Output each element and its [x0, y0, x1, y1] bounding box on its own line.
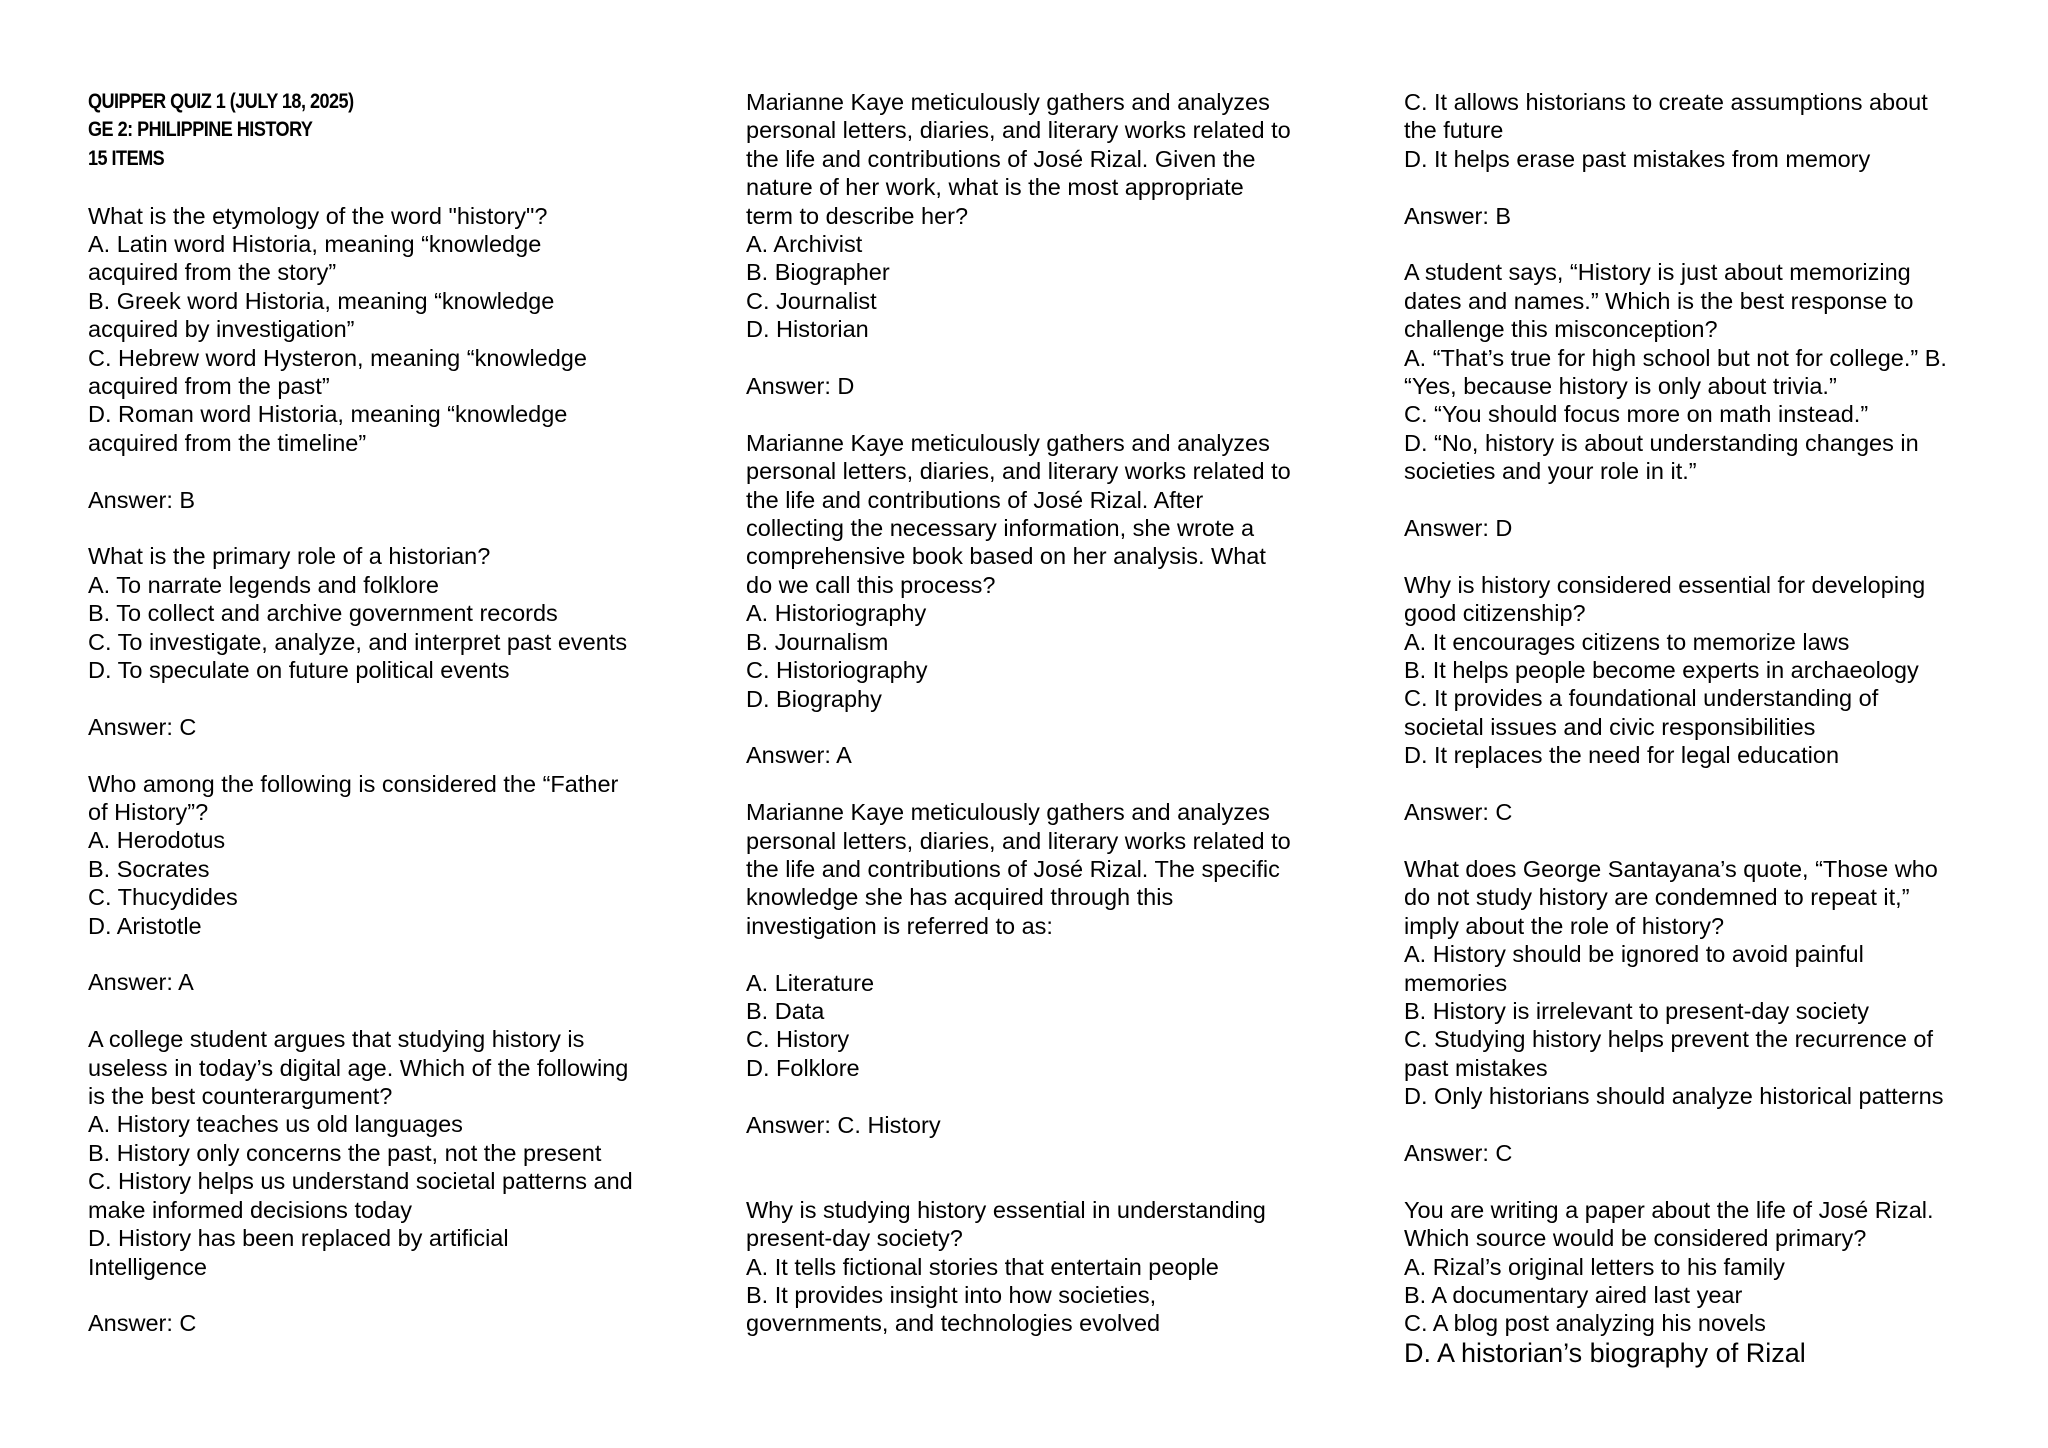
blank-line: [746, 400, 1336, 428]
column-2: [746, 88, 1336, 1338]
text-line: Intelligence: [88, 1253, 207, 1280]
text-line: D. Aristotle: [88, 912, 202, 939]
blank-line: [746, 770, 1336, 798]
text-line: useless in today’s digital age. Which of the following: [88, 1054, 629, 1081]
text-line: acquired from the timeline”: [88, 429, 367, 456]
text-line: C. Historiography: [746, 657, 928, 684]
text-line: D. Only historians should analyze historical patterns: [1404, 1083, 1944, 1110]
text-line: Answer: A: [746, 742, 852, 769]
text-line: societal issues and civic responsibilities: [1404, 713, 1816, 740]
text-line: B. A documentary aired last year: [1404, 1281, 1743, 1308]
text-line: B. Journalism: [746, 628, 889, 655]
blank-line: [1404, 770, 1994, 798]
text-line: knowledge she has acquired through this: [746, 884, 1174, 911]
text-line: C. “You should focus more on math instead.”: [1404, 401, 1869, 428]
text-line: “Yes, because history is only about trivia.”: [1404, 373, 1837, 400]
text-line: B. History is irrelevant to present-day society: [1404, 997, 1869, 1024]
text-line: good citizenship?: [1404, 600, 1586, 627]
quiz-subject: GE 2: PHILIPPINE HISTORY: [88, 118, 313, 142]
text-line: Answer: B: [88, 486, 196, 513]
text-line: B. Biographer: [746, 259, 890, 286]
blank-line: [88, 940, 678, 968]
text-line: What is the primary role of a historian?: [88, 543, 491, 570]
column-1: [88, 88, 678, 1338]
column-3-text: [1404, 88, 1994, 1368]
text-line: A. “That’s true for high school but not for college.” B.: [1404, 344, 1947, 371]
text-line: the life and contributions of José Rizal. The specific: [746, 855, 1280, 882]
text-line: Marianne Kaye meticulously gathers and analyzes: [746, 429, 1270, 456]
text-line: C. Studying history helps prevent the recurrence of: [1404, 1026, 1934, 1053]
text-line: make informed decisions today: [88, 1196, 412, 1223]
text-line: D. It replaces the need for legal education: [1404, 742, 1840, 769]
text-line: acquired from the past”: [88, 373, 330, 399]
text-line: the life and contributions of José Rizal. Given the: [746, 145, 1256, 172]
blank-line: [88, 1281, 678, 1309]
text-line: Answer: A: [88, 969, 194, 996]
text-line: B. Greek word Historia, meaning “knowledge: [88, 287, 555, 314]
text-line: A student says, “History is just about memorizing: [1404, 259, 1911, 286]
text-line: A. Literature: [746, 969, 875, 996]
text-line: C. Hebrew word Hysteron, meaning “knowledge: [88, 344, 587, 371]
blank-line: [1404, 173, 1994, 201]
text-line: Answer: D: [746, 373, 855, 400]
text-line: collecting the necessary information, she wrote a: [746, 515, 1255, 542]
quiz-title: QUIPPER QUIZ 1 (JULY 18, 2025): [88, 90, 354, 113]
text-line: Answer: C: [88, 713, 197, 740]
text-line: B. Socrates: [88, 855, 210, 882]
text-line: nature of her work, what is the most appropriate: [746, 174, 1244, 201]
text-line: D. Folklore: [746, 1054, 860, 1081]
text-line: acquired from the story”: [88, 259, 337, 286]
blank-line: [1404, 542, 1994, 570]
text-line: D. “No, history is about understanding changes in: [1404, 429, 1919, 456]
blank-line: [88, 997, 678, 1025]
text-line: A. It encourages citizens to memorize laws: [1404, 628, 1850, 655]
blank-line: [88, 741, 678, 769]
text-line: D. It helps erase past mistakes from memory: [1404, 145, 1871, 172]
text-line: D. To speculate on future political events: [88, 657, 510, 684]
text-line: the life and contributions of José Rizal. After: [746, 486, 1204, 513]
text-line: challenge this misconception?: [1404, 316, 1718, 343]
blank-line: [1404, 1167, 1994, 1195]
blank-line: [1404, 486, 1994, 514]
text-line: C. History helps us understand societal patterns and: [88, 1168, 633, 1195]
text-line: A. Historiography: [746, 600, 927, 627]
text-line: B. Data: [746, 997, 825, 1024]
text-line: C. Thucydides: [88, 884, 238, 911]
text-line: A college student argues that studying history is: [88, 1026, 585, 1053]
text-line: the future: [1404, 117, 1504, 144]
text-line: acquired by investigation”: [88, 316, 355, 343]
text-line: Marianne Kaye meticulously gathers and analyzes: [746, 799, 1270, 826]
text-line: societies and your role in it.”: [1404, 458, 1697, 485]
text-line: Which source would be considered primary?: [1404, 1225, 1867, 1252]
text-line: Answer: C: [88, 1310, 197, 1337]
text-line: D. A historian’s biography of Rizal: [1404, 1337, 1806, 1368]
text-line: present-day society?: [746, 1225, 963, 1252]
text-line: do we call this process?: [746, 571, 996, 598]
text-line: D. Historian: [746, 316, 869, 343]
text-line: do not study history are condemned to repeat it,”: [1404, 884, 1910, 911]
text-line: B. History only concerns the past, not the present: [88, 1139, 602, 1166]
text-line: A. Rizal’s original letters to his family: [1404, 1253, 1785, 1280]
text-line: personal letters, diaries, and literary works related to: [746, 458, 1291, 485]
text-line: D. Biography: [746, 685, 882, 712]
text-line: term to describe her?: [746, 202, 969, 229]
text-line: B. It provides insight into how societies,: [746, 1281, 1157, 1308]
text-line: C. History: [746, 1026, 850, 1053]
text-line: personal letters, diaries, and literary works related to: [746, 827, 1291, 854]
text-line: of History”?: [88, 799, 209, 826]
text-line: past mistakes: [1404, 1054, 1548, 1081]
blank-line: [88, 457, 678, 485]
text-line: Marianne Kaye meticulously gathers and analyzes: [746, 89, 1270, 115]
text-line: What does George Santayana’s quote, “Those who: [1404, 855, 1938, 882]
blank-line: [746, 940, 1336, 968]
text-line: A. Archivist: [746, 231, 863, 258]
text-line: Answer: B: [1404, 202, 1512, 229]
text-line: C. To investigate, analyze, and interpret past events: [88, 628, 628, 655]
text-line: Answer: C. History: [746, 1111, 941, 1138]
text-line: A. History teaches us old languages: [88, 1111, 463, 1138]
blank-line: [746, 1082, 1336, 1110]
text-line: A. To narrate legends and folklore: [88, 571, 439, 598]
text-line: D. History has been replaced by artificial: [88, 1225, 509, 1252]
text-line: You are writing a paper about the life of José Rizal.: [1404, 1196, 1934, 1223]
text-line: C. Journalist: [746, 287, 877, 314]
text-line: A. Herodotus: [88, 827, 226, 854]
spacer: [88, 173, 678, 201]
text-line: Why is studying history essential in understanding: [746, 1196, 1266, 1223]
text-line: B. To collect and archive government records: [88, 600, 558, 627]
text-line: comprehensive book based on her analysis. What: [746, 543, 1266, 570]
blank-line: [1404, 230, 1994, 258]
text-line: C. It provides a foundational understanding of: [1404, 685, 1879, 712]
text-line: B. It helps people become experts in archaeology: [1404, 657, 1919, 684]
blank-line: [746, 344, 1336, 372]
text-line: Answer: C: [1404, 1139, 1513, 1166]
text-line: C. It allows historians to create assumptions about: [1404, 89, 1928, 115]
blank-line: [1404, 826, 1994, 854]
text-line: investigation is referred to as:: [746, 912, 1053, 939]
text-line: C. A blog post analyzing his novels: [1404, 1310, 1766, 1337]
text-line: imply about the role of history?: [1404, 912, 1725, 939]
text-line: memories: [1404, 969, 1508, 996]
text-line: A. History should be ignored to avoid painful: [1404, 941, 1864, 968]
text-line: dates and names.” Which is the best response to: [1404, 287, 1914, 314]
text-line: Answer: C: [1404, 799, 1513, 826]
column-1-text: [88, 202, 678, 1338]
text-line: Who among the following is considered the “Father: [88, 770, 619, 797]
text-line: governments, and technologies evolved: [746, 1310, 1161, 1337]
text-line: Why is history considered essential for developing: [1404, 571, 1926, 598]
quiz-header: [88, 88, 673, 173]
quiz-item-count: 15 ITEMS: [88, 146, 165, 170]
blank-line: [1404, 1111, 1994, 1139]
text-line: personal letters, diaries, and literary works related to: [746, 117, 1291, 144]
blank-line: [746, 1167, 1336, 1195]
text-line: What is the etymology of the word "history"?: [88, 202, 548, 229]
blank-line: [88, 684, 678, 712]
text-line: D. Roman word Historia, meaning “knowledge: [88, 401, 568, 428]
text-line: is the best counterargument?: [88, 1083, 393, 1110]
blank-line: [88, 514, 678, 542]
column-3: [1404, 88, 1994, 1368]
column-2-text: [746, 88, 1336, 1338]
blank-line: [746, 1139, 1336, 1167]
text-line: A. It tells fictional stories that entertain people: [746, 1253, 1219, 1280]
blank-line: [746, 713, 1336, 741]
text-line: A. Latin word Historia, meaning “knowledge: [88, 230, 542, 257]
text-line: Answer: D: [1404, 515, 1513, 542]
